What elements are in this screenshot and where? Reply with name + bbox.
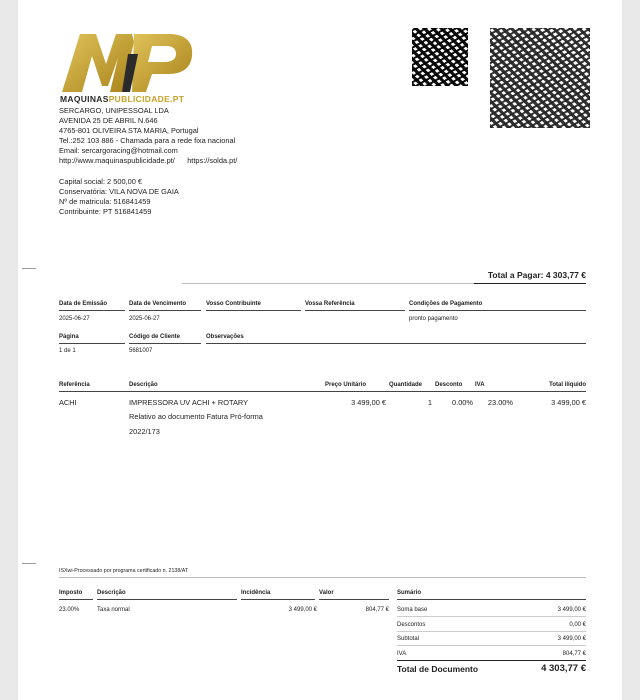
company-address-2: 4765-801 OLIVEIRA STA MARIA, Portugal [59,126,199,135]
summary-value-descontos: 0,00 € [569,622,586,628]
header-data-emissao: Data de Emissão [59,301,108,307]
header-valor: Valor [319,590,334,596]
header-desconto: Desconto [435,382,463,388]
tax-imposto: 23.00% [59,607,80,613]
header-total-iliquido: Total ilíquido [549,382,586,388]
logo-text-prefix: MAQUINAS [60,94,109,104]
tax-incidencia: 3 499,00 € [288,607,317,613]
summary-value-soma-base: 3 499,00 € [557,607,586,613]
header-imposto: Imposto [59,590,83,596]
company-address-1: AVENIDA 25 DE ABRIL N.646 [59,116,158,125]
tax-valor: 804,77 € [365,607,389,613]
total-a-pagar: Total a Pagar: 4 303,77 € [487,270,586,280]
item-quantity: 1 [427,398,432,407]
header-descricao: Descrição [129,382,158,388]
summary-label-subtotal: Subtotal [397,636,420,642]
item-description-2: Relativo ao documento Fatura Pró-forma [129,412,263,421]
item-price: 3 499,00 € [351,398,386,407]
item-description-3: 2022/173 [129,427,160,436]
data-vencimento-value: 2025-06-27 [129,316,160,322]
header-referencia: Referência [59,382,90,388]
condicoes-pagamento-value: pronto pagamento [409,316,458,322]
matricula: Nº de matricula: 516841459 [59,197,151,206]
summary-label-descontos: Descontos [397,622,426,628]
company-name: SERCARGO, UNIPESSOAL LDA [59,106,169,115]
header-codigo-cliente: Código de Cliente [129,334,180,340]
header-data-vencimento: Data de Vencimento [129,301,187,307]
summary-title: Sumário [397,590,422,596]
data-emissao-value: 2025-06-27 [59,316,90,322]
company-info [59,106,237,166]
total-documento-value: 4 303,77 € [541,663,586,674]
company-email: Email: sercargoracing@hotmail.com [59,146,178,155]
item-discount: 0.00% [452,398,473,407]
conservatoria: Conservatória: VILA NOVA DE GAIA [59,187,179,196]
codigo-cliente-value: 5681007 [129,348,153,354]
header-pagina: Página [59,334,79,340]
header-vossa-referencia: Vossa Referência [305,301,355,307]
header-vosso-contribuinte: Vosso Contribuinte [206,301,261,307]
item-reference: ACHI [59,398,77,407]
summary-value-subtotal: 3 499,00 € [557,636,586,642]
summary-label-iva: IVA [397,651,407,657]
tax-descricao: Taxa normal [97,607,130,613]
qr-code-left [412,28,468,86]
total-documento-label: Total de Documento [397,664,479,674]
header-quantidade: Quantidade [389,382,423,388]
company-phone: Tel.:252 103 886 - Chamada para a rede fixa nacional [59,136,236,145]
header-observacoes: Observações [206,334,244,340]
company-website-1[interactable]: http://www.maquinaspublicidade.pt/ [59,156,175,165]
qr-code-right [490,28,590,128]
item-description: IMPRESSORA UV ACHI + ROTARY [129,398,249,407]
certification-note: ISXwi-Processado por programa certificado n. 2138/AT [59,568,189,574]
summary-label-soma-base: Soma base [397,607,428,613]
contribuinte: Contribuinte: PT 516841459 [59,207,152,216]
company-logo [60,30,200,102]
header-iva: IVA [475,382,485,388]
header-condicoes-pagamento: Condições de Pagamento [409,301,483,307]
invoice-page [18,0,622,700]
company-website-2[interactable]: https://solda.pt/ [187,156,238,165]
header-tax-descricao: Descrição [97,590,126,596]
summary-value-iva: 804,77 € [562,651,586,657]
logo-text-suffix: PUBLICIDADE.PT [108,94,185,104]
header-preco-unitario: Preço Unitário [324,382,366,388]
pagina-value: 1 de 1 [59,348,76,354]
item-total: 3 499,00 € [551,398,586,407]
company-legal-info [59,177,179,217]
item-iva: 23.00% [487,398,513,407]
capital-social: Capital social: 2 500,00 € [59,177,142,186]
header-incidencia: Incidência [241,590,271,596]
